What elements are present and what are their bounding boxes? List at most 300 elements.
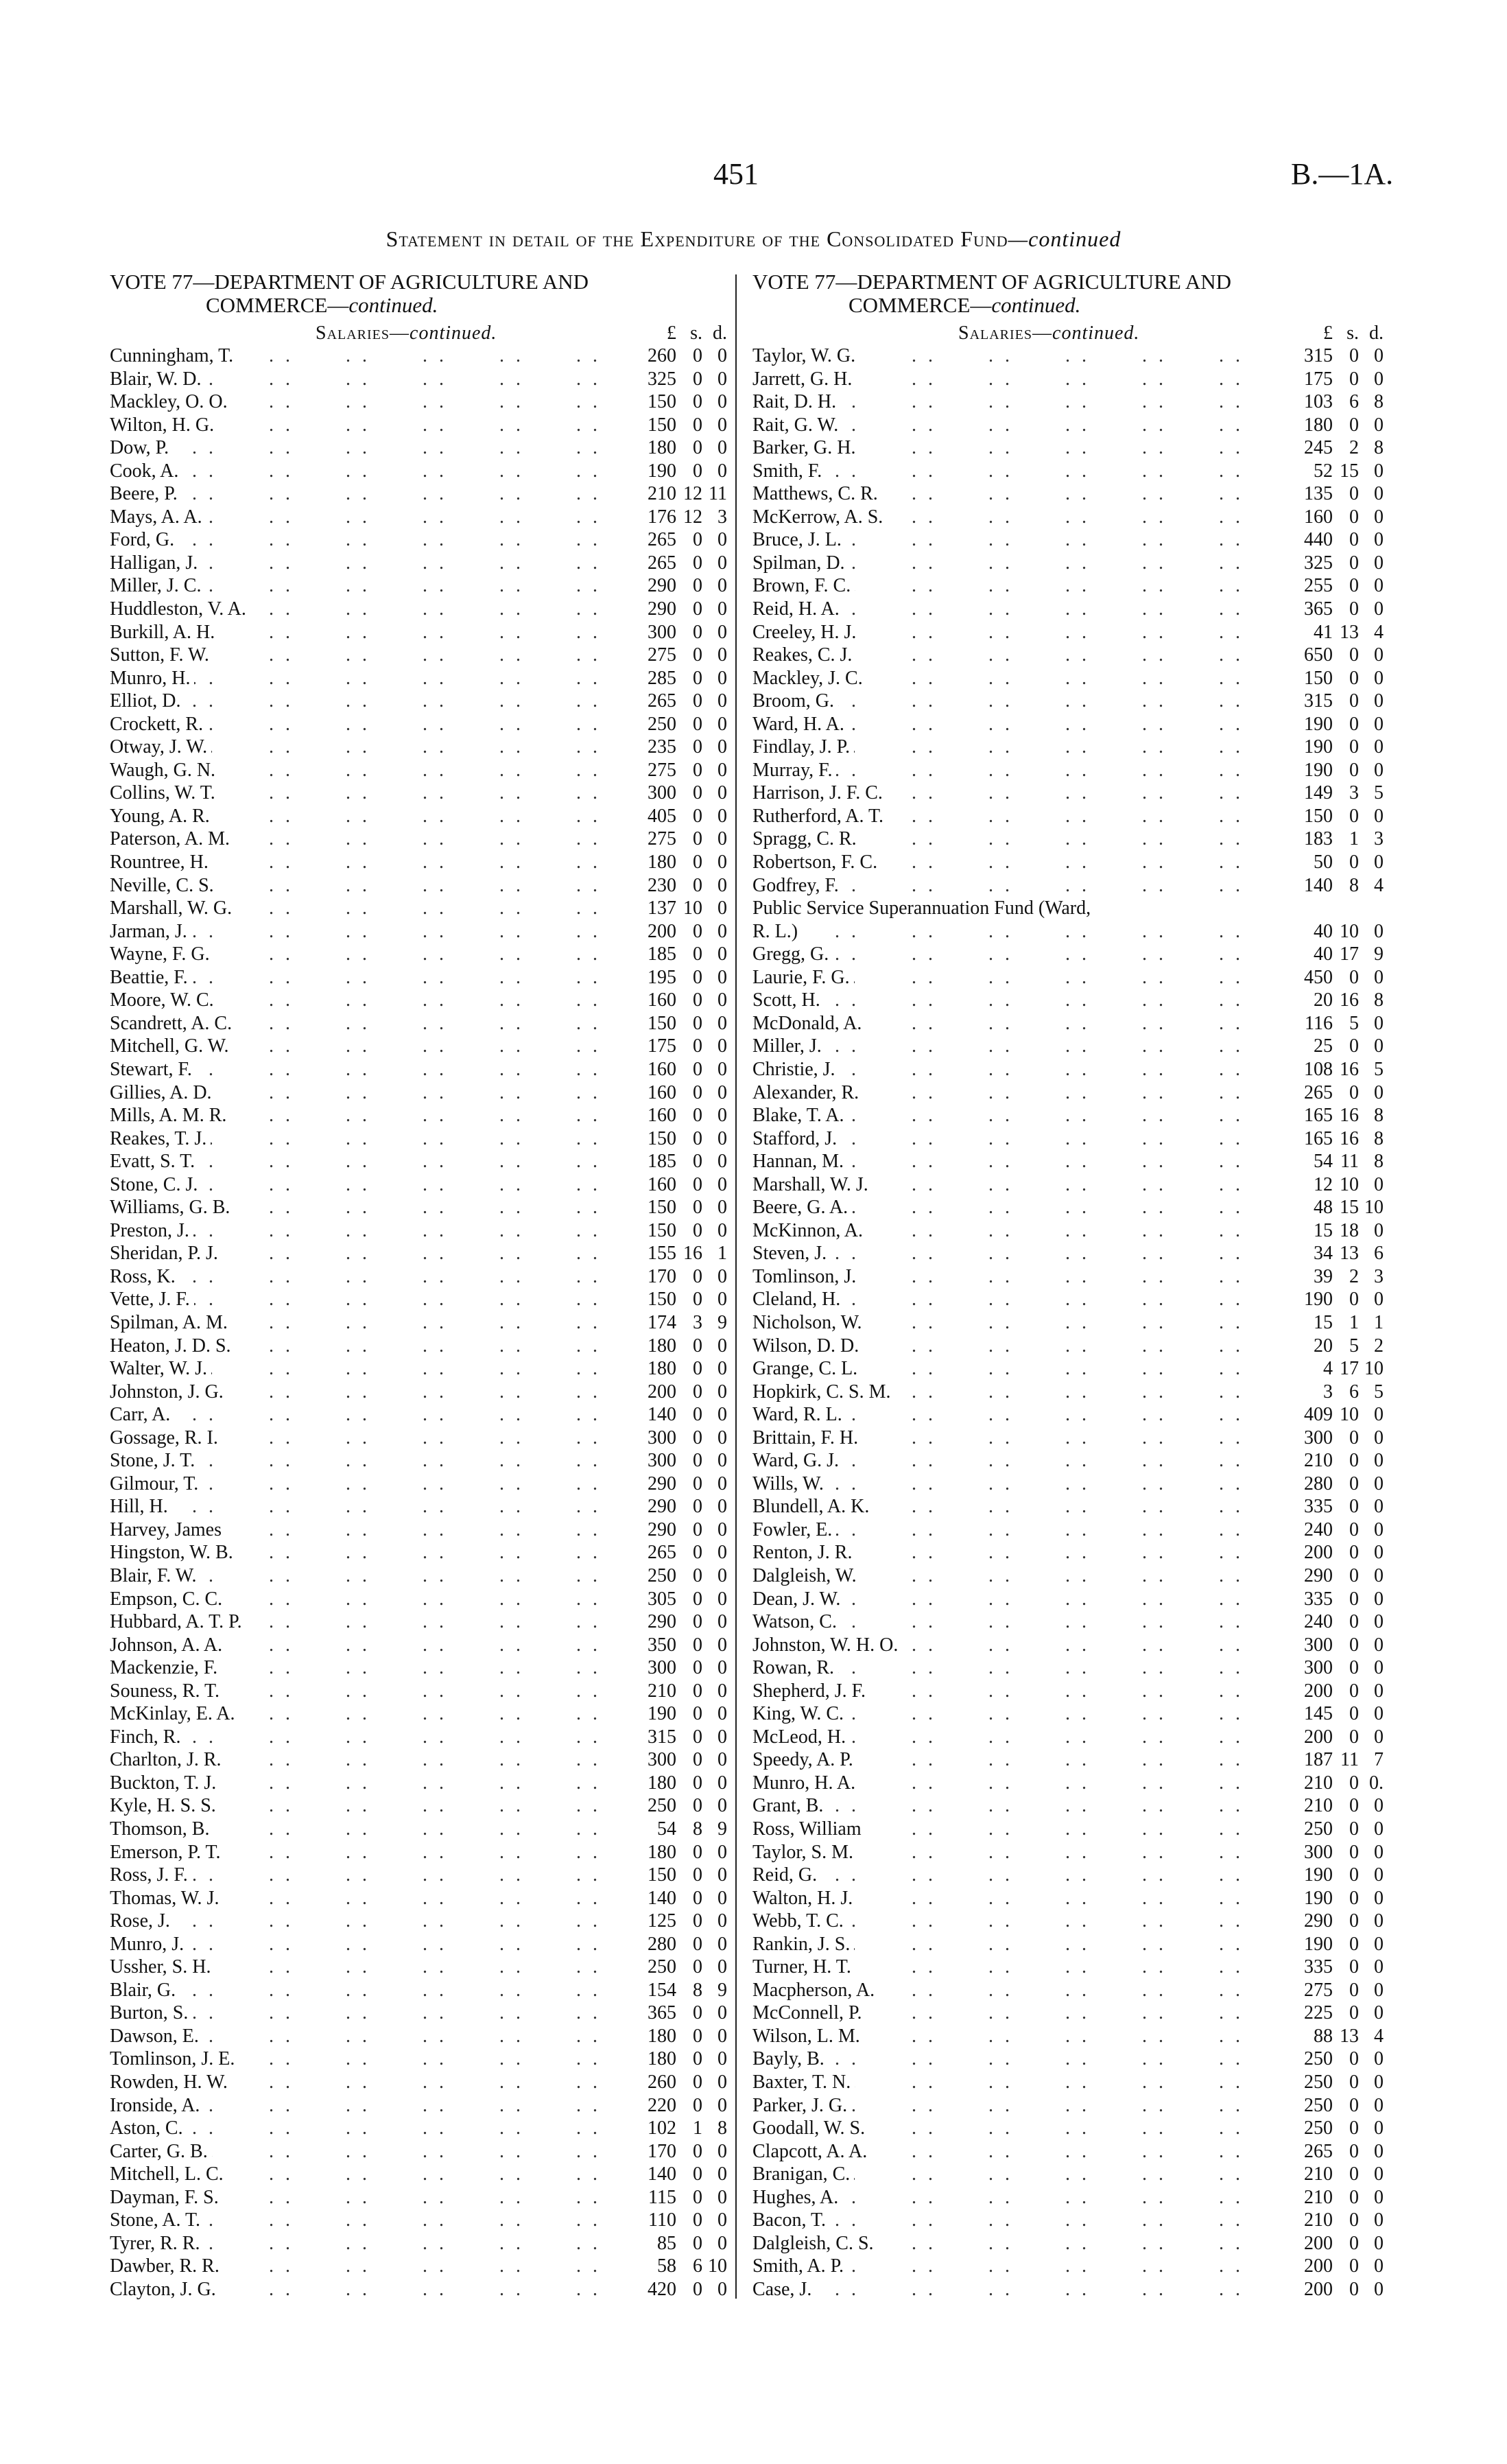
salary-row [752, 2140, 1384, 2163]
amount-pounds: 175 [648, 1035, 676, 1057]
salary-row [110, 1495, 727, 1518]
amount-pence: 0 [1374, 1979, 1384, 2001]
amount-pence: 0 [1374, 805, 1384, 827]
payee-name [110, 2232, 634, 2255]
payee-name [752, 2002, 1290, 2025]
payee-name [752, 436, 1290, 460]
amount-pence: 4 [1374, 2025, 1384, 2047]
payee-name [110, 390, 634, 414]
amount-pence: 0 [717, 782, 727, 804]
amount-pence: 0 [717, 2002, 727, 2024]
amount-pounds: 250 [648, 1956, 676, 1978]
amount-shillings: 0 [1349, 506, 1359, 528]
payee-name [752, 897, 1290, 920]
payee-name-text: Bayly, B. [752, 2048, 829, 2069]
amount-shillings: 0 [1349, 713, 1359, 735]
amount-pence: 0 [717, 897, 727, 919]
salary-row [110, 1588, 727, 1611]
amount-pounds: 20 [1314, 989, 1333, 1011]
right-pence-header: d. [1369, 322, 1384, 344]
salary-row [752, 1058, 1384, 1081]
payee-name [752, 1427, 1290, 1450]
amount-pounds: 190 [1304, 1933, 1333, 1955]
amount-pounds: 185 [648, 1151, 676, 1173]
amount-shillings: 0 [693, 759, 702, 781]
salary-row [110, 943, 727, 966]
payee-name-text: Nicholson, W. [752, 1312, 866, 1333]
title-text: Statement in detail of the Expenditure of the Consolidated Fund [385, 226, 1008, 251]
amount-shillings: 2 [1349, 437, 1359, 459]
amount-pounds: 350 [648, 1634, 676, 1656]
amount-pounds: 440 [1304, 529, 1333, 551]
amount-pence: 0 [1374, 1564, 1384, 1586]
amount-pence: 0 [717, 1358, 727, 1380]
amount-pence: 0 [717, 1335, 727, 1357]
amount-pounds: 190 [1304, 1289, 1333, 1311]
amount-shillings: 13 [1340, 1243, 1359, 1265]
payee-name-text: Ward, G. J. [752, 1450, 843, 1471]
amount-pence: 0 [1374, 598, 1384, 620]
amount-shillings: 0 [693, 736, 702, 758]
payee-name [752, 598, 1290, 621]
amount-pounds: 315 [1304, 345, 1333, 366]
amount-shillings: 0 [693, 1427, 702, 1448]
amount-pence: 0 [717, 2048, 727, 2070]
amount-shillings: 13 [1340, 2025, 1359, 2047]
amount-pence: 8 [1374, 989, 1384, 1011]
payee-name [752, 2278, 1290, 2301]
amount-shillings: 0 [1349, 2048, 1359, 2070]
amount-pounds: 210 [1304, 2186, 1333, 2208]
salary-row [752, 851, 1384, 874]
salary-row [110, 2278, 727, 2301]
payee-name-text: Barker, G. H. [752, 437, 860, 458]
salary-row [752, 874, 1384, 897]
amount-shillings: 0 [693, 1219, 702, 1241]
payee-name-text: Empson, C. C. [110, 1588, 226, 1610]
salary-row [752, 644, 1384, 667]
amount-shillings: 1 [1349, 828, 1359, 850]
salary-row [110, 1104, 727, 1127]
left-column [110, 270, 727, 2301]
salary-row [752, 368, 1384, 391]
amount-pounds: 48 [1314, 1197, 1333, 1219]
payee-name [752, 759, 1290, 782]
salary-row [110, 482, 727, 506]
salary-row [752, 1634, 1384, 1657]
amount-shillings: 0 [1349, 1841, 1359, 1863]
payee-name [110, 2278, 634, 2301]
amount-pence: 0 [1374, 1634, 1384, 1656]
payee-name-text: Dalgleish, W. [752, 1565, 861, 1586]
payee-name-text: Finch, R. [110, 1726, 185, 1748]
amount-pounds: 450 [1304, 966, 1333, 988]
amount-pounds: 103 [1304, 391, 1333, 413]
amount-pence: 0 [1374, 575, 1384, 597]
amount-pence: 0 [717, 1680, 727, 1702]
payee-name [110, 782, 634, 805]
payee-name-text: Williams, G. B. [110, 1197, 234, 1218]
payee-name-text: Grange, C. L. [752, 1358, 862, 1379]
payee-name-text: Buckton, T. J. [110, 1772, 220, 1794]
amount-pounds: 210 [1304, 1772, 1333, 1794]
payee-name-text: Cook, A. [110, 460, 182, 482]
salary-row [110, 1035, 727, 1058]
payee-name [110, 1680, 634, 1703]
payee-name-text: Findlay, J. P. [752, 736, 854, 758]
payee-name-text: Sutton, F. W. [110, 644, 213, 666]
payee-name-text: Reid, G. [752, 1864, 821, 1886]
payee-name [752, 2163, 1290, 2186]
amount-shillings: 0 [693, 1772, 702, 1794]
payee-name-text: Taylor, W. G. [752, 345, 859, 366]
payee-name-text: Creeley, H. J. [752, 622, 860, 643]
amount-pounds: 210 [648, 483, 676, 505]
amount-pence: 0 [1374, 2209, 1384, 2231]
amount-pence: 0 [717, 1956, 727, 1978]
amount-pence: 0 [717, 1564, 727, 1586]
amount-pence: 0 [1374, 552, 1384, 574]
amount-shillings: 0 [1349, 529, 1359, 551]
payee-name-text: Wilson, L. M. [752, 2026, 864, 2047]
payee-name [110, 943, 634, 966]
payee-name [752, 1588, 1290, 1611]
payee-name [752, 1656, 1290, 1680]
payee-name [752, 1933, 1290, 1956]
payee-name-text: Cunningham, T. [110, 345, 237, 366]
amount-pounds: 200 [1304, 1542, 1333, 1564]
amount-pounds: 41 [1314, 621, 1333, 643]
amount-pounds: 275 [1304, 1979, 1333, 2001]
amount-pounds: 4 [1323, 1358, 1333, 1380]
payee-name-text: Gillies, A. D. [110, 1082, 216, 1103]
amount-shillings: 13 [1340, 621, 1359, 643]
payee-name-text: Spragg, C. R. [752, 828, 861, 849]
amount-pounds: 150 [648, 391, 676, 413]
salary-row [110, 1864, 727, 1887]
payee-name-text: Ward, R. L. [752, 1404, 846, 1425]
payee-name-text: Shepherd, J. F. [752, 1680, 870, 1702]
salary-row [752, 1311, 1384, 1335]
amount-pounds: 300 [1304, 1657, 1333, 1679]
amount-pounds: 290 [648, 598, 676, 620]
amount-pounds: 365 [1304, 598, 1333, 620]
amount-pounds: 54 [657, 1818, 676, 1840]
payee-name-text: Smith, F. [752, 460, 826, 482]
salary-row [110, 690, 727, 713]
payee-name [110, 528, 634, 552]
amount-pounds: 265 [648, 1542, 676, 1564]
payee-name-text: Otway, J. W. [110, 736, 211, 758]
payee-name-text: Crockett, R. [110, 714, 207, 735]
payee-name [110, 436, 634, 460]
salary-row [752, 1933, 1384, 1956]
salary-row [110, 2117, 727, 2140]
amount-shillings: 0 [693, 2140, 702, 2162]
payee-name-text: King, W. C. [752, 1703, 848, 1724]
amount-pounds: 200 [648, 1381, 676, 1403]
amount-pounds: 140 [1304, 874, 1333, 896]
amount-pence: 0 [717, 874, 727, 896]
amount-pence: 0 [717, 368, 727, 390]
amount-pence: 0 [717, 1058, 727, 1080]
payee-name [110, 1841, 634, 1864]
payee-name [110, 574, 634, 598]
amount-shillings: 18 [1340, 1219, 1359, 1241]
amount-shillings: 0 [693, 1657, 702, 1679]
payee-name-text: Dow, P. [110, 437, 173, 458]
salary-row [110, 1680, 727, 1703]
payee-name-text: Hughes, A. [752, 2187, 842, 2208]
payee-name [110, 1656, 634, 1680]
payee-name-text: Paterson, A. M. [110, 828, 234, 849]
salary-row [110, 1219, 727, 1243]
payee-name-text: Broom, G. [752, 690, 838, 712]
amount-pounds: 175 [1304, 368, 1333, 390]
amount-pounds: 190 [1304, 1887, 1333, 1909]
amount-pounds: 265 [1304, 2140, 1333, 2162]
amount-shillings: 0 [693, 437, 702, 459]
payee-name [110, 1381, 634, 1404]
amount-pence: 2 [1374, 1335, 1384, 1357]
amount-pounds: 108 [1304, 1058, 1333, 1080]
amount-pounds: 210 [648, 1680, 676, 1702]
amount-pence: 0 [1374, 2140, 1384, 2162]
payee-name-text: Mitchell, L. C. [110, 2163, 228, 2185]
amount-pounds: 149 [1304, 782, 1333, 804]
payee-name-text: McLeod, H. [752, 1726, 850, 1748]
payee-name-text: Mackenzie, F. [110, 1657, 222, 1678]
amount-pence: 0 [1374, 667, 1384, 689]
amount-pence: 8 [1374, 391, 1384, 413]
payee-name-text: Charlton, J. R. [110, 1749, 226, 1770]
payee-name [752, 966, 1290, 989]
amount-shillings: 0 [1349, 2232, 1359, 2254]
amount-pence: 0 [717, 1749, 727, 1771]
amount-shillings: 6 [1349, 391, 1359, 413]
amount-shillings: 6 [693, 2255, 702, 2277]
amount-pence: 0 [717, 598, 727, 620]
amount-shillings: 8 [693, 1818, 702, 1840]
salary-row [752, 2278, 1384, 2301]
payee-name-text: Smith, A. P. [752, 2255, 848, 2277]
salary-row [110, 344, 727, 368]
amount-pence: 0 [1374, 1289, 1384, 1311]
amount-shillings: 0 [693, 1127, 702, 1149]
amount-pence: 0 [717, 1450, 727, 1472]
amount-pounds: 150 [648, 1012, 676, 1034]
salary-row [752, 1610, 1384, 1634]
amount-pence: 10 [708, 2255, 727, 2277]
payee-name-text: Huddleston, V. A. [110, 598, 250, 620]
amount-pence: 0 [717, 414, 727, 436]
amount-pence: 0 [1374, 2163, 1384, 2185]
payee-name-text: Ironside, A. [110, 2095, 204, 2116]
amount-pounds: 195 [648, 966, 676, 988]
amount-pence: 9 [1374, 943, 1384, 965]
amount-pence: 0 [1374, 460, 1384, 482]
payee-name [752, 943, 1290, 966]
amount-shillings: 0 [1349, 736, 1359, 758]
salary-row [110, 1541, 727, 1564]
salary-row [752, 1726, 1384, 1749]
amount-shillings: 0 [693, 1105, 702, 1127]
salary-row [110, 644, 727, 667]
payee-name-text: Christie, J. [752, 1059, 840, 1080]
salary-row [110, 414, 727, 437]
payee-name-text: Reakes, C. J. [752, 644, 856, 666]
payee-name-text: R. L.) [752, 921, 802, 942]
salary-row [110, 1748, 727, 1772]
salary-row [110, 528, 727, 552]
payee-name [752, 1979, 1290, 2002]
amount-shillings: 0 [1349, 414, 1359, 436]
amount-pounds: 137 [648, 897, 676, 919]
payee-name-text: Munro, H. A. [752, 1772, 859, 1794]
amount-shillings: 11 [1340, 1151, 1359, 1173]
salary-row [110, 1196, 727, 1219]
payee-name-text: Rankin, J. S. [752, 1934, 854, 1955]
amount-pounds: 285 [648, 667, 676, 689]
payee-name [752, 1081, 1290, 1105]
payee-name-text: Hingston, W. B. [110, 1542, 237, 1563]
amount-pounds: 335 [1304, 1588, 1333, 1610]
amount-pounds: 150 [648, 1197, 676, 1219]
salary-row [752, 690, 1384, 713]
salary-row [110, 1265, 727, 1289]
amount-shillings: 8 [1349, 874, 1359, 896]
salary-row [110, 1610, 727, 1634]
amount-pence: 10 [1364, 1197, 1384, 1219]
payee-name-text: Reakes, T. J. [110, 1128, 211, 1149]
amount-pounds: 125 [648, 1910, 676, 1932]
payee-name-text: Waugh, G. N. [110, 760, 219, 781]
amount-pounds: 170 [648, 2140, 676, 2162]
salary-row [752, 1381, 1384, 1404]
amount-pence: 0 [717, 943, 727, 965]
amount-shillings: 5 [1349, 1335, 1359, 1357]
payee-name-text: Blair, G. [110, 1980, 180, 2001]
payee-name [752, 1841, 1290, 1864]
amount-pence: 8 [1374, 1151, 1384, 1173]
amount-pounds: 155 [648, 1243, 676, 1265]
amount-shillings: 0 [693, 966, 702, 988]
payee-name [110, 713, 634, 736]
amount-pence: 0 [1374, 920, 1384, 942]
payee-name-text: Preston, J. [110, 1220, 193, 1241]
payee-name [110, 1956, 634, 1979]
salary-row [110, 2232, 727, 2255]
payee-name-text: Steven, J. [752, 1243, 831, 1264]
payee-name-text: Public Service Superannuation Fund (Ward, [752, 897, 1095, 919]
amount-pounds: 315 [1304, 690, 1333, 712]
payee-name-text: Vette, J. F. [110, 1289, 194, 1310]
amount-shillings: 0 [1349, 2255, 1359, 2277]
payee-name-text: Harvey, James [110, 1519, 226, 1540]
amount-pence: 5 [1374, 1058, 1384, 1080]
amount-pence: 0 [1374, 2048, 1384, 2070]
payee-name [110, 1772, 634, 1795]
salary-row [752, 1127, 1384, 1151]
amount-shillings: 0 [693, 1933, 702, 1955]
amount-shillings: 0 [693, 552, 702, 574]
amount-pounds: 245 [1304, 437, 1333, 459]
payee-name [110, 621, 634, 644]
amount-shillings: 0 [693, 1588, 702, 1610]
amount-pence: 4 [1374, 621, 1384, 643]
amount-pence: 0 [1374, 1518, 1384, 1540]
amount-pounds: 180 [1304, 414, 1333, 436]
payee-name-text: Dayman, F. S. [110, 2187, 223, 2208]
amount-pence: 0 [717, 1795, 727, 1817]
payee-name-text: Evatt, S. T. [110, 1151, 199, 1172]
payee-name [752, 2048, 1290, 2071]
amount-pounds: 154 [648, 1979, 676, 2001]
amount-pence: 0 [1374, 1081, 1384, 1103]
amount-pence: 8 [1374, 1127, 1384, 1149]
amount-shillings: 17 [1340, 943, 1359, 965]
left-column-header [110, 317, 727, 344]
payee-name-text: Grant, B. [752, 1795, 827, 1816]
amount-shillings: 0 [1349, 2072, 1359, 2093]
payee-name [110, 1933, 634, 1956]
amount-pounds: 260 [648, 345, 676, 366]
amount-shillings: 0 [1349, 2278, 1359, 2300]
payee-name-text: Goodall, W. S. [752, 2117, 869, 2139]
payee-name [110, 1288, 634, 1311]
payee-name-text: Cleland, H. [752, 1289, 844, 1310]
amount-shillings: 0 [693, 345, 702, 366]
salary-row [110, 1841, 727, 1864]
amount-pence: 4 [1374, 874, 1384, 896]
amount-pounds: 12 [1314, 1173, 1333, 1195]
payee-name [752, 1219, 1290, 1243]
amount-pence: 0 [717, 2163, 727, 2185]
right-subheading-salaries: Salaries— [958, 322, 1053, 344]
payee-name-text: Fowler, E. [752, 1519, 836, 1540]
amount-shillings: 2 [1349, 1265, 1359, 1287]
amount-pence: 5 [1374, 782, 1384, 804]
amount-shillings: 0 [1349, 1611, 1359, 1633]
amount-shillings: 15 [1340, 460, 1359, 482]
payee-name [752, 1127, 1290, 1151]
payee-name-text: Blake, T. A. [752, 1105, 849, 1126]
salary-row [752, 1495, 1384, 1518]
payee-name [110, 759, 634, 782]
amount-pence: 0 [717, 1151, 727, 1173]
payee-name [752, 344, 1290, 368]
amount-pence: 0 [717, 736, 727, 758]
amount-shillings: 0 [1349, 690, 1359, 712]
payee-name [752, 782, 1290, 805]
left-subheading [110, 322, 634, 344]
amount-pounds: 160 [648, 1058, 676, 1080]
amount-pence: 0 [717, 644, 727, 666]
amount-shillings: 0 [693, 874, 702, 896]
amount-pounds: 210 [1304, 1450, 1333, 1472]
amount-pounds: 150 [648, 1127, 676, 1149]
salary-row [110, 1979, 727, 2002]
payee-name [110, 344, 634, 368]
payee-name [110, 1335, 634, 1358]
amount-shillings: 5 [1349, 1012, 1359, 1034]
amount-shillings: 0 [693, 667, 702, 689]
salary-row [110, 2140, 727, 2163]
payee-name-text: Baxter, T. N. [752, 2072, 855, 2093]
amount-pounds: 409 [1304, 1404, 1333, 1426]
amount-shillings: 0 [693, 1151, 702, 1173]
salary-row [752, 1265, 1384, 1289]
